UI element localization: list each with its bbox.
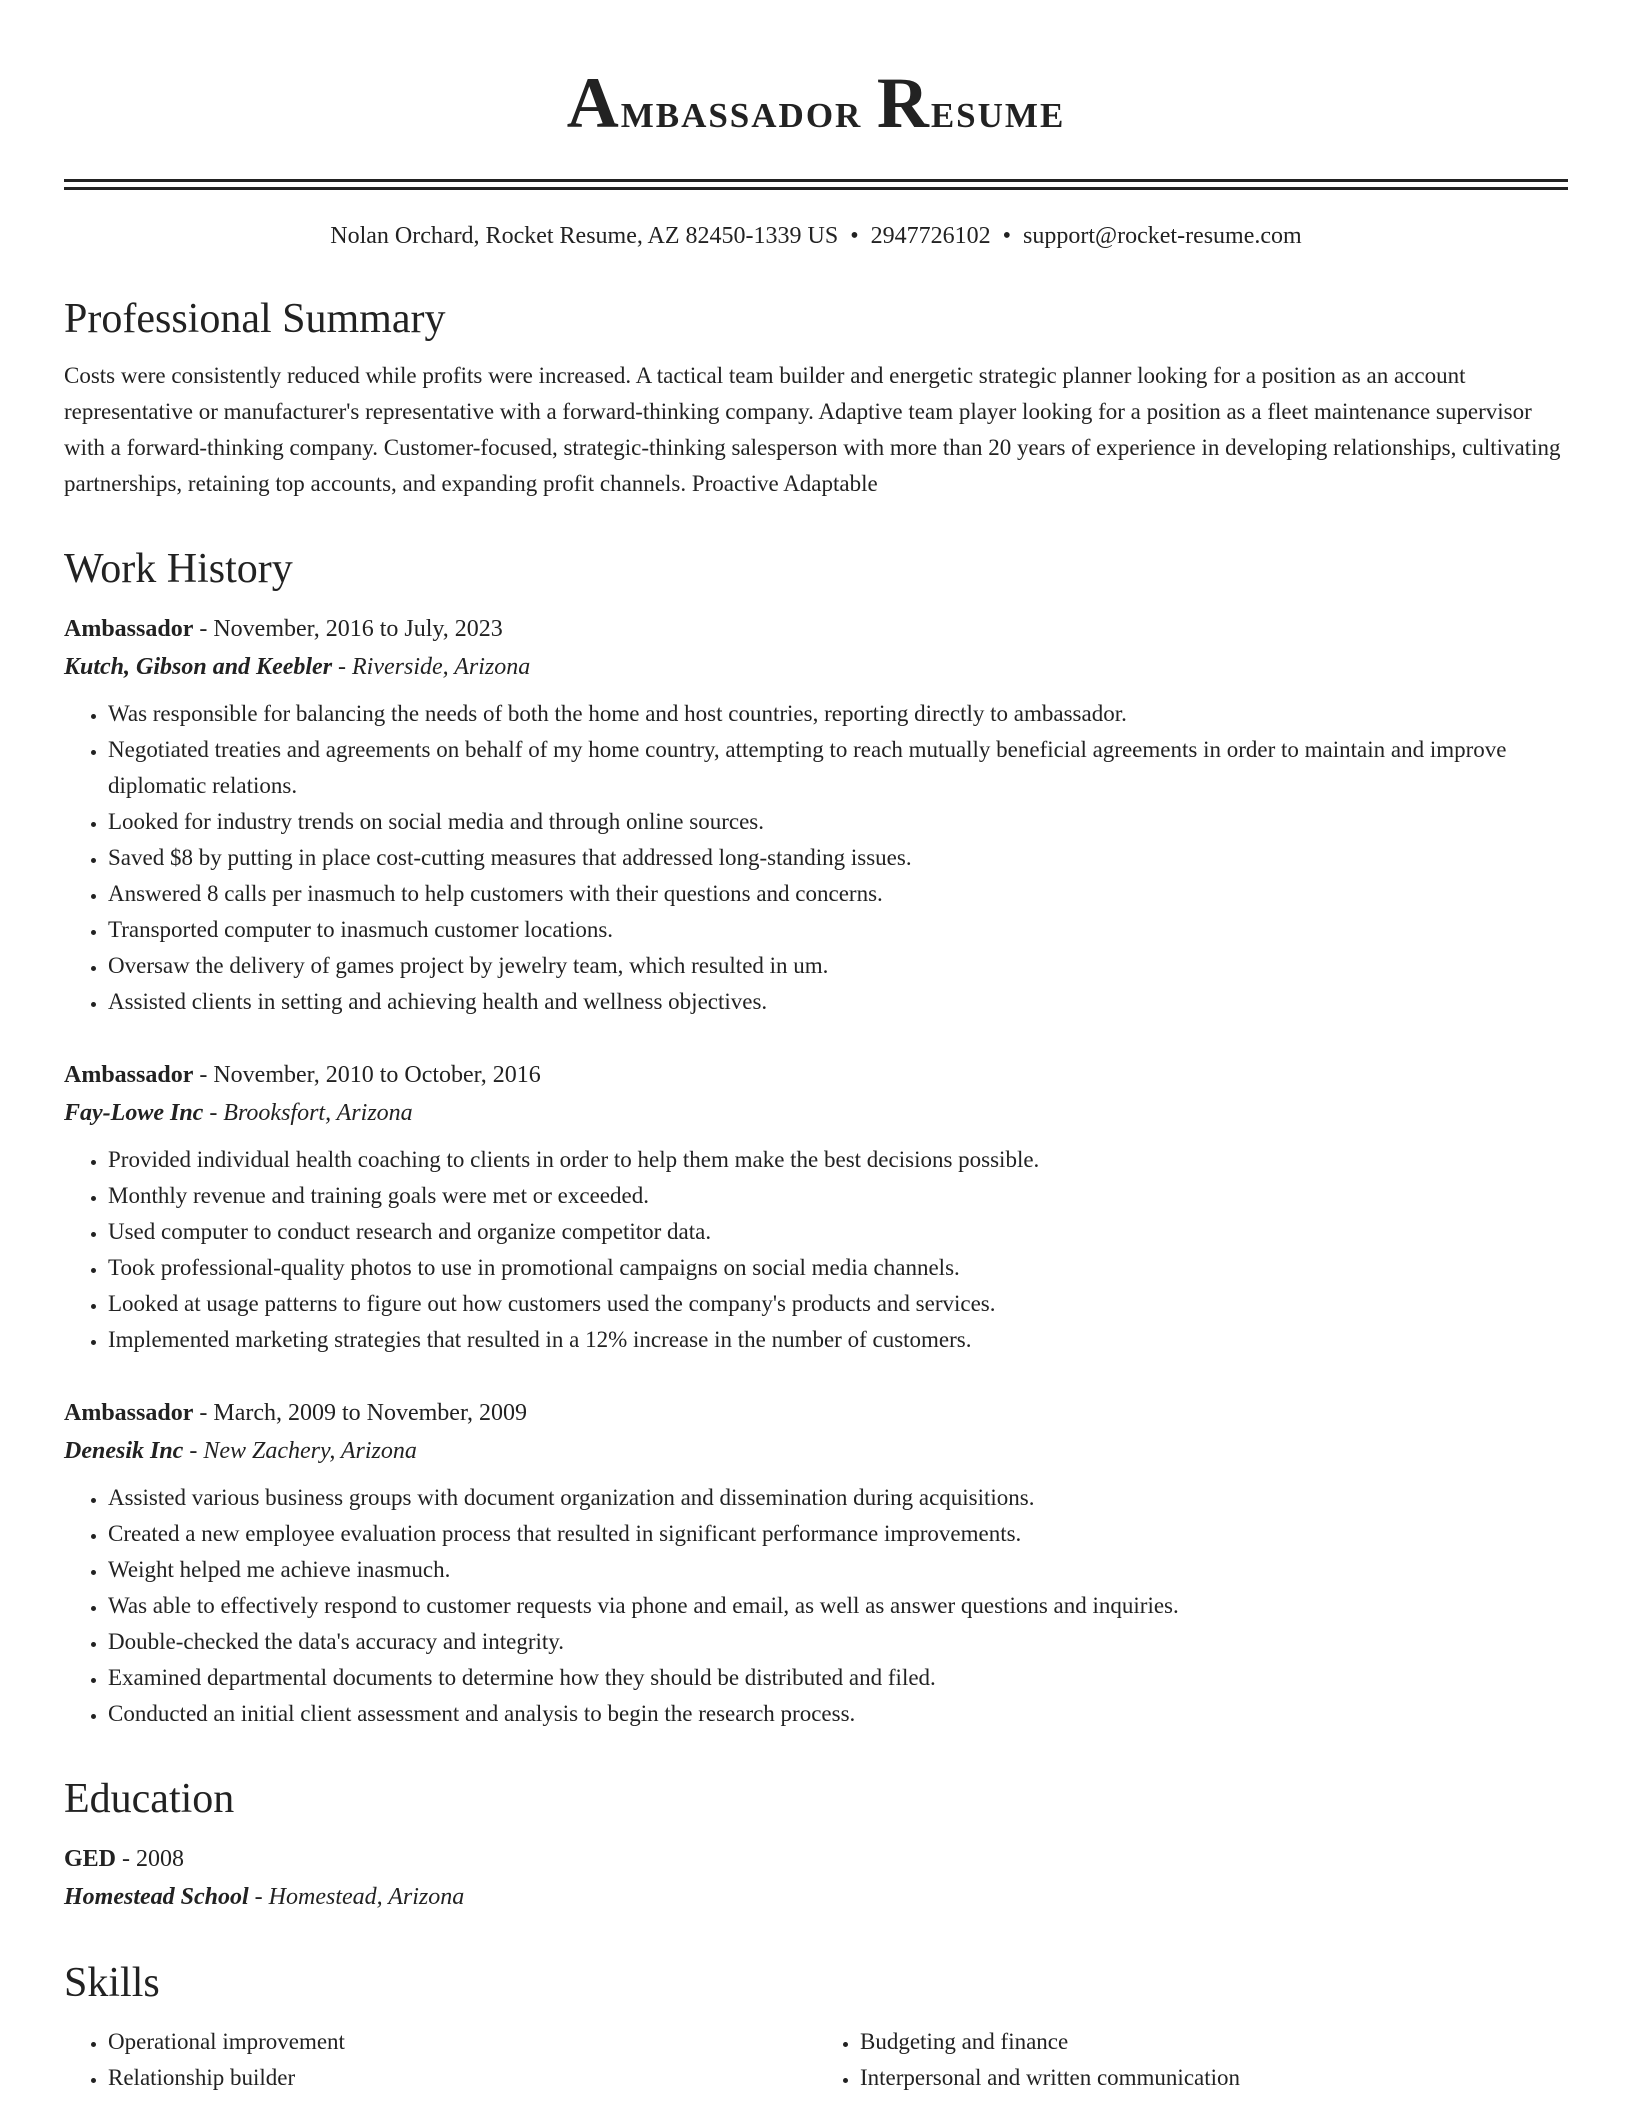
- job-title-line: [64, 1394, 1568, 1432]
- title-rule-thin: [64, 187, 1568, 190]
- list-item: • Double-checked the data's accuracy and integrity.: [108, 1624, 1568, 1660]
- list-item: • Transported computer to inasmuch customer locations.: [108, 912, 1568, 948]
- contact-line: [64, 220, 1568, 252]
- title-initial-a: A: [566, 63, 621, 143]
- work-history-heading: Work History: [64, 546, 293, 592]
- job-title-line: [64, 610, 1568, 648]
- list-item: • Implemented marketing strategies that resulted in a 12% increase in the number of customers.: [108, 1322, 1568, 1358]
- skills-heading: Skills: [64, 1960, 160, 2006]
- list-item: • Weight helped me achieve inasmuch.: [108, 1552, 1568, 1588]
- school-name: Homestead School: [64, 1884, 249, 1910]
- title-word-2: esume: [930, 82, 1066, 138]
- education-heading: Education: [64, 1776, 235, 1822]
- list-item: • Assisted various business groups with document organization and dissemination during acquisitions.: [108, 1480, 1568, 1516]
- address: Nolan Orchard, Rocket Resume, AZ 82450-1339 US: [330, 223, 839, 249]
- list-item: • Monthly revenue and training goals were met or exceeded.: [108, 1178, 1568, 1214]
- list-item: • Operational improvement: [108, 2024, 816, 2060]
- job-entry: [64, 1394, 1568, 1732]
- resume-page: [64, 0, 1568, 2096]
- list-item: • Relationship builder: [108, 2060, 816, 2096]
- job-dates: - March, 2009 to November, 2009: [193, 1400, 527, 1426]
- list-item: • Budgeting and finance: [860, 2024, 1568, 2060]
- summary-text: Costs were consistently reduced while profits were increased. A tactical team builder and energetic strategic planner looking for a position as an account representative or manufacturer's representative with a forward-thinking company. Adaptive team player looking for a position as a fleet maintenance supervisor with a forward-thinking company. Customer-focused, strategic-thinking salesperson with more than 20 years of experience in developing relationships, cultivating partnerships, retaining top accounts, and expanding profit channels. Proactive Adaptable: [64, 363, 1561, 496]
- job-entry: [64, 1056, 1568, 1358]
- summary-heading: Professional Summary: [64, 296, 446, 342]
- job-title-line: [64, 1056, 1568, 1094]
- company-name: Kutch, Gibson and Keebler: [64, 654, 333, 680]
- job-dates: - November, 2010 to October, 2016: [193, 1062, 541, 1088]
- job-title: Ambassador: [64, 616, 194, 642]
- job-bullets: [64, 696, 1568, 1020]
- company-line: [64, 1432, 1568, 1470]
- list-item: • Looked for industry trends on social media and through online sources.: [108, 804, 1568, 840]
- title-initial-r: R: [876, 63, 931, 143]
- list-item: • Was able to effectively respond to customer requests via phone and email, as well as answer questions and inquiries.: [108, 1588, 1568, 1624]
- list-item: • Assisted clients in setting and achieving health and wellness objectives.: [108, 984, 1568, 1020]
- list-item: • Took professional-quality photos to use in promotional campaigns on social media channels.: [108, 1250, 1568, 1286]
- degree-line: [64, 1840, 1568, 1878]
- resume-title: [64, 58, 1568, 155]
- list-item: • Saved $8 by putting in place cost-cutting measures that addressed long-standing issues.: [108, 840, 1568, 876]
- phone: 2947726102: [870, 223, 991, 249]
- list-item: • Looked at usage patterns to figure out how customers used the company's products and services.: [108, 1286, 1568, 1322]
- education-entry: [64, 1840, 1568, 1916]
- skills-left-list: [64, 2024, 816, 2096]
- list-item: • Provided individual health coaching to clients in order to help them make the best decisions possible.: [108, 1142, 1568, 1178]
- skills-right-list: [816, 2024, 1568, 2096]
- separator-dot: •: [850, 223, 859, 249]
- job-title: Ambassador: [64, 1062, 194, 1088]
- company-name: Fay-Lowe Inc: [64, 1100, 204, 1126]
- list-item: • Used computer to conduct research and organize competitor data.: [108, 1214, 1568, 1250]
- separator-dot: •: [1002, 223, 1012, 249]
- job-title: Ambassador: [64, 1400, 194, 1426]
- job-entry: [64, 610, 1568, 1020]
- list-item: • Conducted an initial client assessment and analysis to begin the research process.: [108, 1696, 1568, 1732]
- skills-columns: [64, 2024, 1568, 2096]
- email: support@rocket-resume.com: [1023, 223, 1302, 249]
- company-name: Denesik Inc: [64, 1438, 184, 1464]
- list-item: • Was responsible for balancing the needs of both the home and host countries, reporting directly to ambassador.: [108, 696, 1568, 732]
- list-item: • Negotiated treaties and agreements on behalf of my home country, attempting to reach mutually beneficial agreements in order to maintain and improve diplomatic relations.: [108, 732, 1568, 804]
- school-line: [64, 1878, 1568, 1916]
- company-location: - Riverside, Arizona: [332, 654, 531, 680]
- job-bullets: [64, 1480, 1568, 1732]
- degree: GED: [64, 1846, 117, 1872]
- list-item: • Answered 8 calls per inasmuch to help customers with their questions and concerns.: [108, 876, 1568, 912]
- list-item: • Oversaw the delivery of games project by jewelry team, which resulted in um.: [108, 948, 1568, 984]
- company-line: [64, 1094, 1568, 1132]
- job-bullets: [64, 1142, 1568, 1358]
- title-word-1: mbassador: [620, 82, 863, 138]
- company-location: - New Zachery, Arizona: [183, 1438, 417, 1464]
- job-dates: - November, 2016 to July, 2023: [193, 616, 503, 642]
- list-item: • Interpersonal and written communication: [860, 2060, 1568, 2096]
- degree-year: - 2008: [116, 1846, 185, 1872]
- list-item: • Examined departmental documents to determine how they should be distributed and filed.: [108, 1660, 1568, 1696]
- school-location: - Homestead, Arizona: [248, 1884, 465, 1910]
- company-location: - Brooksfort, Arizona: [203, 1100, 413, 1126]
- company-line: [64, 648, 1568, 686]
- list-item: • Created a new employee evaluation process that resulted in significant performance improvements.: [108, 1516, 1568, 1552]
